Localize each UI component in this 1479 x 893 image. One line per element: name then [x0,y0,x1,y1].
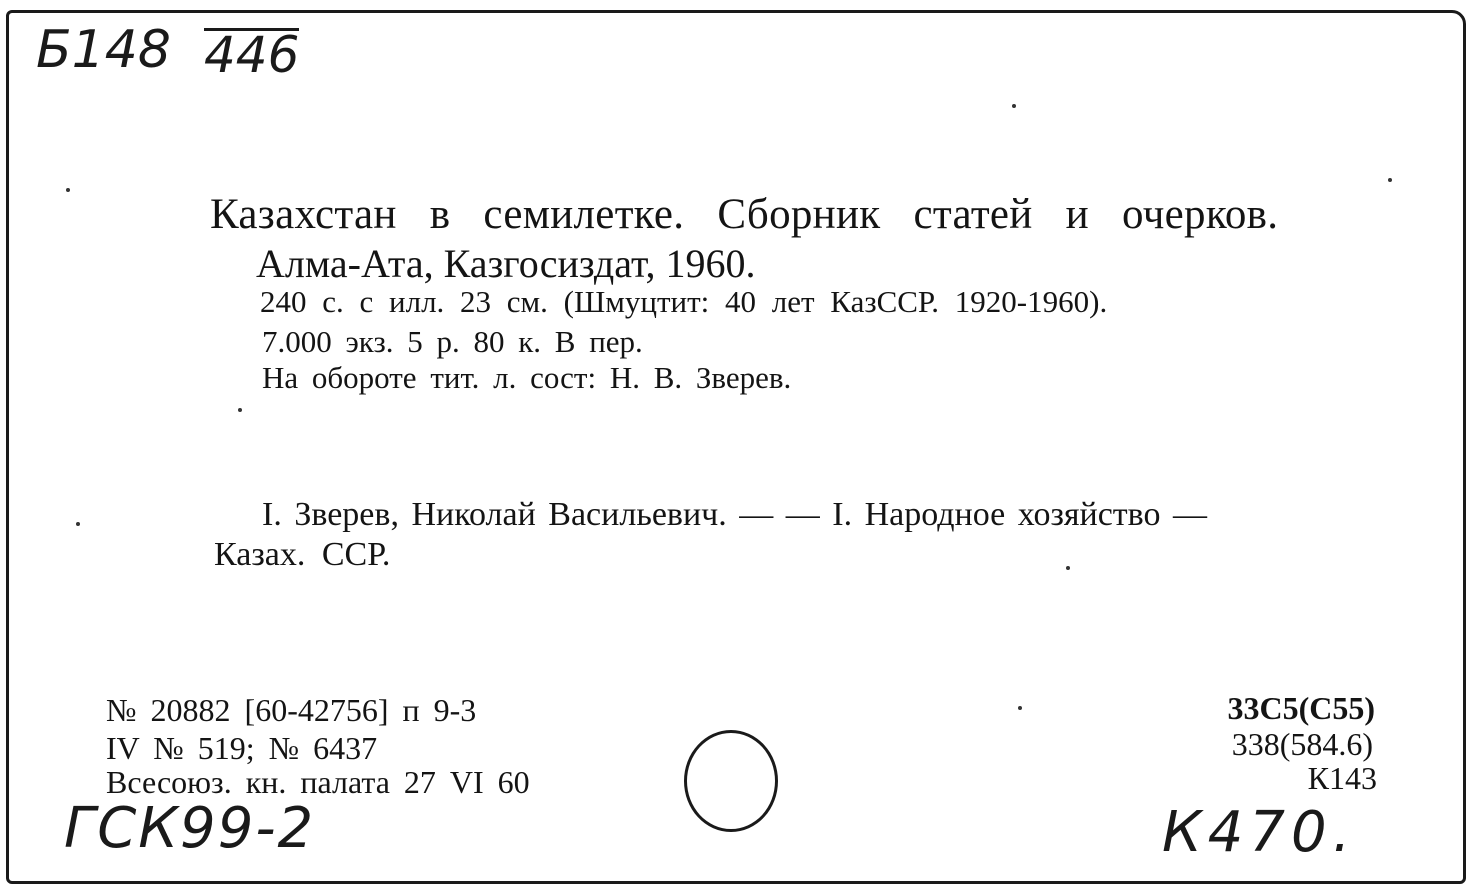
scan-speck [1018,706,1022,710]
scan-speck [1388,178,1392,182]
handwritten-index-top: 446 [204,26,300,84]
registry-number-line: № 20882 [60-42756] п 9-3 [106,692,477,728]
scan-speck [76,522,80,526]
compiler-note-line: На обороте тит. л. сост: Н. В. Зверев. [262,360,792,395]
print-run-price-line: 7.000 экз. 5 р. 80 к. В пер. [262,324,643,359]
handwritten-code-bottom-right: К470. [1162,800,1357,865]
tracing-line-continued: Казах. ССР. [214,536,391,573]
card-punch-hole [684,730,778,832]
udc-code: 338(584.6) [1231,726,1373,762]
handwritten-code-top-left: Б148 [36,20,171,80]
scan-speck [238,408,242,412]
scan-speck [1066,566,1070,570]
scan-speck [1012,104,1016,108]
book-title-line: Казахстан в семилетке. Сборник статей и очерков. [210,191,1279,238]
chamber-date-line: Всесоюз. кн. палата 27 VI 60 [106,764,530,800]
registry-index-line: IV № 519; № 6437 [106,730,378,766]
handwritten-code-bottom-left: ГСК99-2 [64,796,316,861]
classification-code: 33С5(С55) [1227,690,1375,726]
tracing-line: I. Зверев, Николай Васильевич. — — I. Народное хозяйство — [262,496,1207,533]
physical-description-line: 240 с. с илл. 23 см. (Шмуцтит: 40 лет КазССР. 1920-1960). [260,284,1108,319]
author-mark: К143 [1307,760,1377,796]
imprint-line: Алма-Ата, Казгосиздат, 1960. [256,241,756,286]
scan-speck [66,188,70,192]
